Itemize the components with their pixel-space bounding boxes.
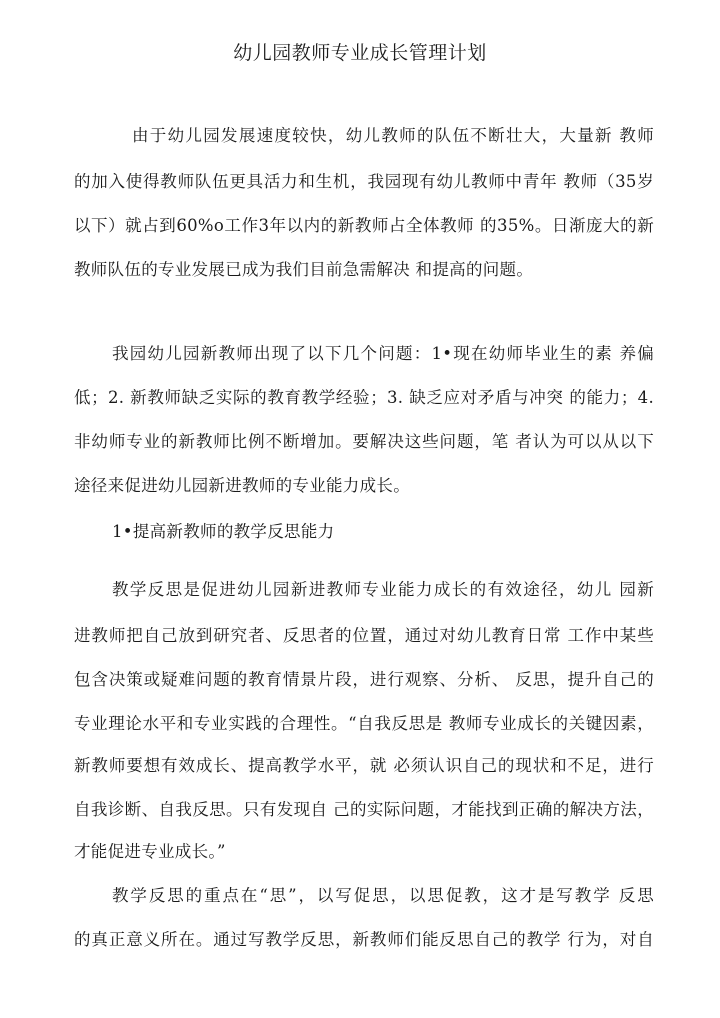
paragraph-4-line-2: 的真正意义所在。通过写教学反思，新教师们能反思自己的教学 行为，对自 (74, 930, 654, 949)
paragraph-2-line-3: 非幼师专业的新教师比例不断增加。要解决这些问题，笔 者认为可以从以下 (74, 432, 654, 451)
paragraph-3-line-5: 新教师要想有效成长、提高教学水平，就 必须认识自己的现状和不足，进行 (74, 756, 654, 775)
paragraph-1-line-1: 由于幼儿园发展速度较快，幼儿教师的队伍不断壮大，大量新 教师 (132, 126, 654, 145)
paragraph-2-line-1: 我园幼儿园新教师出现了以下几个问题：1•现在幼师毕业生的素 养偏 (112, 344, 654, 363)
paragraph-3-line-7: 才能促进专业成长。” (74, 842, 226, 861)
paragraph-3-line-4: 专业理论水平和专业实践的合理性。“自我反思是 教师专业成长的关键因素， (74, 714, 654, 733)
paragraph-1-line-2: 的加入使得教师队伍更具活力和生机，我园现有幼儿教师中青年 教师（35岁 (74, 172, 654, 191)
paragraph-3-line-3: 包含决策或疑难问题的教育情景片段，进行观察、分析、 反思，提升自己的 (74, 670, 654, 689)
paragraph-3-line-1: 教学反思是促进幼儿园新进教师专业能力成长的有效途径，幼儿 园新 (112, 580, 654, 599)
paragraph-1-line-3: 以下）就占到60%o工作3年以内的新教师占全体教师 的35%。日渐庞大的新 (74, 216, 654, 235)
paragraph-2-line-2: 低；2. 新教师缺乏实际的教育教学经验；3. 缺乏应对矛盾与冲突 的能力；4. (74, 388, 654, 407)
paragraph-3-line-6: 自我诊断、自我反思。只有发现自 己的实际问题，才能找到正确的解决方法， (74, 800, 654, 819)
document-title: 幼儿园教师专业成长管理计划 (233, 42, 487, 64)
paragraph-1-line-4: 教师队伍的专业发展已成为我们目前急需解决 和提高的问题。 (74, 260, 534, 279)
section-heading-1: 1•提高新教师的教学反思能力 (112, 522, 335, 541)
paragraph-3-line-2: 进教师把自己放到研究者、反思者的位置，通过对幼儿教育日常 工作中某些 (74, 626, 654, 645)
paragraph-4-line-1: 教学反思的重点在“思”，以写促思，以思促教，这才是写教学 反思 (112, 886, 654, 905)
paragraph-2-line-4: 途径来促进幼儿园新进教师的专业能力成长。 (74, 476, 410, 495)
